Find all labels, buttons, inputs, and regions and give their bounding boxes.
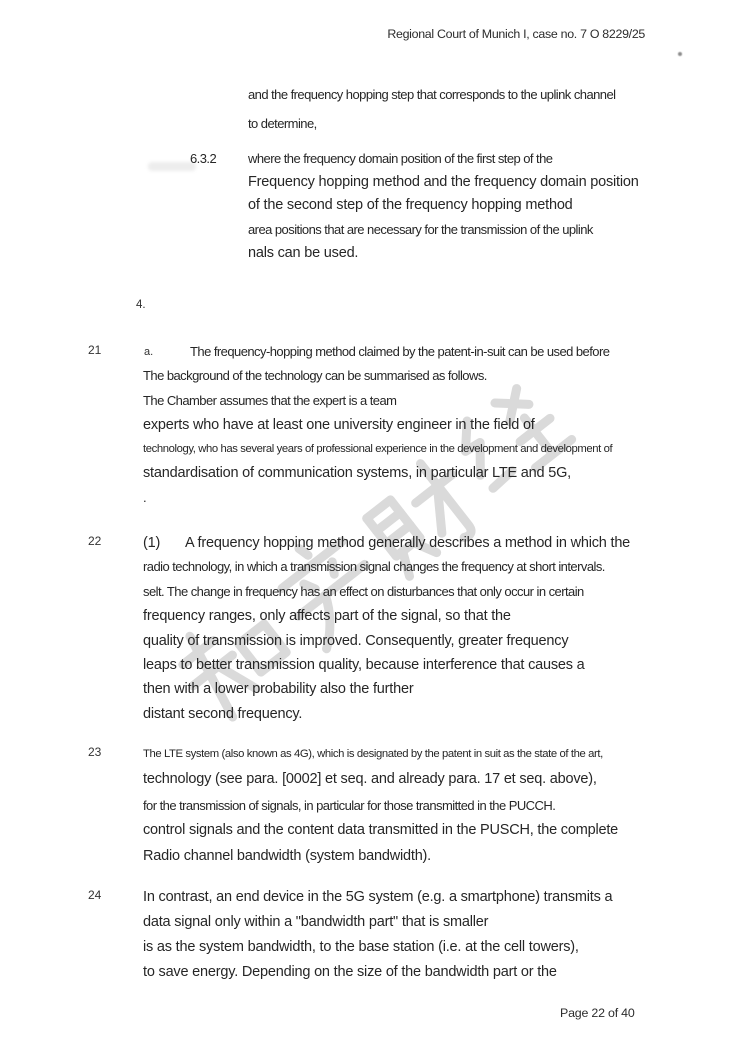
body-line: to determine,: [248, 116, 317, 131]
page-number: Page 22 of 40: [560, 1006, 635, 1020]
body-line: quality of transmission is improved. Consequently, greater frequency: [143, 632, 569, 649]
paragraph-21: [88, 340, 663, 510]
body-line: frequency ranges, only affects part of the signal, so that the: [143, 608, 511, 625]
body-line: experts who have at least one university engineer in the field of: [143, 416, 535, 433]
paragraph-22: [88, 531, 663, 726]
paragraph-23: [88, 742, 663, 869]
body-line: The background of the technology can be summarised as follows.: [143, 368, 487, 384]
margin-number: 21: [88, 343, 102, 357]
margin-number: 24: [88, 888, 102, 902]
body-line: technology (see para. [0002] et seq. and already para. 17 et seq. above),: [143, 771, 597, 788]
scan-smudge-artifact: [148, 162, 196, 171]
body-line: The Chamber assumes that the expert is a team: [143, 392, 397, 408]
header-case-reference: Regional Court of Munich I, case no. 7 O 8229/25: [387, 27, 645, 41]
body-line: selt. The change in frequency has an effect on disturbances that only occur in certain: [143, 583, 584, 599]
body-line: to save energy. Depending on the size of the bandwidth part or the: [143, 964, 557, 980]
claim-carryover-block: [248, 80, 616, 138]
clause-number: 6.3.2: [190, 151, 217, 166]
body-line: then with a lower probability also the further: [143, 681, 414, 698]
body-line: is as the system bandwidth, to the base station (i.e. at the cell towers),: [143, 939, 579, 955]
section-number: 4.: [136, 299, 146, 311]
body-line: Frequency hopping method and the frequency domain position: [248, 173, 639, 190]
body-line: where the frequency domain position of the first step of the: [248, 151, 553, 166]
paragraph-label: (1): [143, 535, 161, 551]
body-line: area positions that are necessary for the transmission of the uplink: [248, 222, 593, 238]
paragraph-24: [88, 885, 663, 985]
body-line: radio technology, in which a transmission signal changes the frequency at short intervals.: [143, 559, 605, 575]
body-line: of the second step of the frequency hopping method: [248, 197, 573, 214]
body-line: The frequency-hopping method claimed by the patent-in-suit can be used before: [190, 344, 610, 359]
body-line: and the frequency hopping step that corresponds to the uplink channel: [248, 87, 616, 102]
body-line: Radio channel bandwidth (system bandwidth).: [143, 847, 432, 864]
body-line: distant second frequency.: [143, 705, 303, 722]
body-line: technology, who has several years of professional experience in the development and development of: [143, 443, 613, 456]
body-line: data signal only within a "bandwidth part" that is smaller: [143, 914, 489, 930]
body-line: leaps to better transmission quality, because interference that causes a: [143, 657, 585, 674]
body-line: A frequency hopping method generally describes a method in which the: [185, 535, 631, 551]
body-line: nals can be used.: [248, 244, 359, 261]
body-line: control signals and the content data transmitted in the PUSCH, the complete: [143, 822, 619, 839]
body-line: for the transmission of signals, in particular for those transmitted in the PUCCH.: [143, 797, 556, 813]
paragraph-label: a.: [144, 346, 154, 358]
body-line: The LTE system (also known as 4G), which is designated by the patent in suit as the state of the art,: [143, 748, 603, 760]
clause-6-3-2-block: [190, 147, 639, 266]
body-line: In contrast, an end device in the 5G system (e.g. a smartphone) transmits a: [143, 889, 613, 905]
stray-dot-mark: [678, 52, 682, 56]
margin-number: 22: [88, 534, 102, 548]
body-line: .: [143, 489, 147, 505]
margin-number: 23: [88, 745, 102, 759]
body-line: standardisation of communication systems, in particular LTE and 5G,: [143, 465, 571, 482]
